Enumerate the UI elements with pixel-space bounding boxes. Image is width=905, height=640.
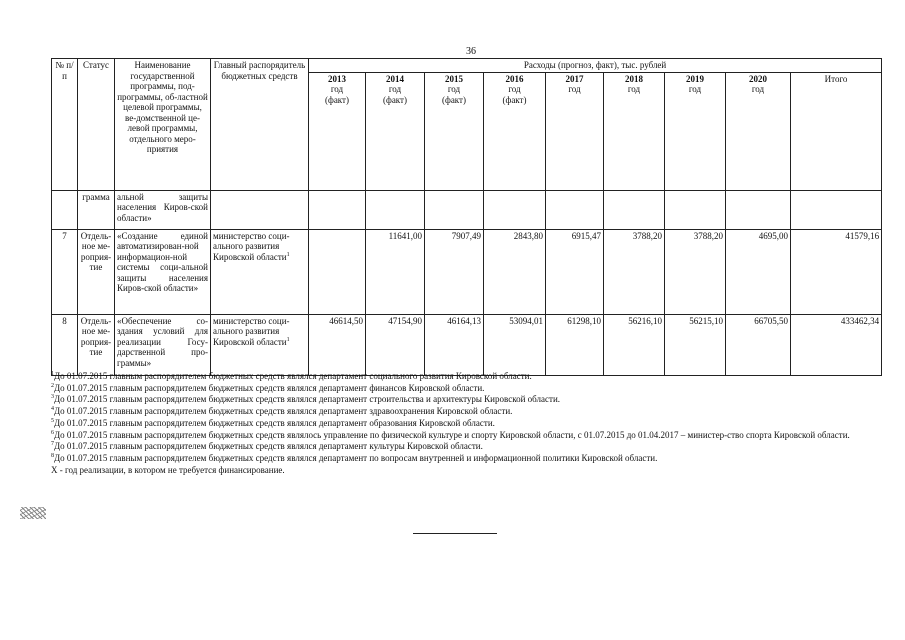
cell-total: 41579,16 <box>791 229 882 314</box>
footnote: $^2$До 01.07.2015 главным распорядителем бюджетных средств являлся департамент финансов Кировской области. <box>51 382 485 393</box>
header-manager: Главный распорядитель бюджетных средств <box>211 59 309 191</box>
footnote: $^4$До 01.07.2015 главным распорядителем бюджетных средств являлся департамент здравоохранения Кировской области. <box>51 406 513 417</box>
cell-value: 2843,80 <box>484 229 546 314</box>
cell-name: «Обеспечение со-здания условий для реализации Госу-дарственной про-граммы» <box>115 314 211 375</box>
cell-value <box>366 190 425 229</box>
footnote: $^8$До 01.07.2015 главным распорядителем бюджетных средств являлся департамент по вопросам внутренней и информационной политики Кировской области. <box>51 452 658 463</box>
cell-value: 46614,50 <box>309 314 366 375</box>
cell-value: 47154,90 <box>366 314 425 375</box>
cell-value <box>546 190 604 229</box>
header-year-2015: 2015 год (факт) <box>425 72 484 190</box>
footnote: $^6$До 01.07.2015 главным распорядителем бюджетных средств являлось управление по физической культуре и спорту Кировской области, с 01.07.2015 до 01.04.2017 – министер-ство спорта Кировской области. <box>51 429 850 440</box>
cell-value: 7907,49 <box>425 229 484 314</box>
cell-value <box>604 190 665 229</box>
cell-value <box>665 190 726 229</box>
header-row-top <box>52 59 882 73</box>
footnote: $^5$До 01.07.2015 главным распорядителем бюджетных средств являлся департамент образования Кировской области. <box>51 417 495 428</box>
cell-name: «Создание единой автоматизирован-ной информацион-ной системы соци-альной защиты населения Киров-ской области» <box>115 229 211 314</box>
header-status: Статус <box>78 59 115 191</box>
cell-value: 56215,10 <box>665 314 726 375</box>
cell-value <box>309 190 366 229</box>
header-year-2017: 2017 год <box>546 72 604 190</box>
cell-value: 46164,13 <box>425 314 484 375</box>
cell-total: 433462,34 <box>791 314 882 375</box>
separator-line <box>413 533 497 534</box>
footnote-ref: 1 <box>286 251 290 258</box>
table-row <box>52 314 882 375</box>
cell-value <box>726 190 791 229</box>
cell-value: 6915,47 <box>546 229 604 314</box>
header-year-2016: 2016 год (факт) <box>484 72 546 190</box>
cell-value: 3788,20 <box>665 229 726 314</box>
cell-value: 61298,10 <box>546 314 604 375</box>
footnote-x: Х - год реализации, в котором не требуется финансирование. <box>51 464 285 475</box>
table-row <box>52 190 882 229</box>
cell-status: грамма <box>78 190 115 229</box>
budget-table <box>51 58 882 376</box>
cell-num: 7 <box>52 229 78 314</box>
page-number: 36 <box>466 46 476 57</box>
cell-value <box>484 190 546 229</box>
cell-value: 11641,00 <box>366 229 425 314</box>
cell-value: 66705,50 <box>726 314 791 375</box>
header-year-2019: 2019 год <box>665 72 726 190</box>
cell-value: 53094,01 <box>484 314 546 375</box>
footnote-ref: 1 <box>286 336 290 343</box>
cell-status: Отдель-ное ме-роприя-тие <box>78 314 115 375</box>
cell-total <box>791 190 882 229</box>
cell-num: 8 <box>52 314 78 375</box>
scan-artifact <box>20 507 46 519</box>
cell-manager <box>211 314 309 375</box>
manager-text: министерство соци-ального развития Кировской области <box>213 230 290 262</box>
footnote: $^1$До 01.07.2015 главным распорядителем бюджетных средств являлся департамент социального развития Кировской области. <box>51 371 532 381</box>
header-expenses: Расходы (прогноз, факт), тыс. рублей <box>309 59 882 73</box>
cell-value: 3788,20 <box>604 229 665 314</box>
cell-value: 4695,00 <box>726 229 791 314</box>
header-year-2020: 2020 год <box>726 72 791 190</box>
footnotes <box>51 371 891 476</box>
cell-num <box>52 190 78 229</box>
cell-value <box>309 229 366 314</box>
cell-value: 56216,10 <box>604 314 665 375</box>
header-year-2013: 2013 год (факт) <box>309 72 366 190</box>
cell-value <box>425 190 484 229</box>
footnote: $^7$До 01.07.2015 главным распорядителем бюджетных средств являлся департамент культуры Кировской области. <box>51 441 483 452</box>
cell-name: альной защиты населения Киров-ской области» <box>115 190 211 229</box>
cell-manager <box>211 229 309 314</box>
cell-status: Отдель-ное ме-роприя-тие <box>78 229 115 314</box>
header-total: Итого <box>791 72 882 190</box>
cell-manager <box>211 190 309 229</box>
table-row <box>52 229 882 314</box>
footnote: $^3$До 01.07.2015 главным распорядителем бюджетных средств являлся департамент строительства и архитектуры Кировской области. <box>51 394 561 405</box>
header-num: № п/п <box>52 59 78 191</box>
header-name: Наименование государственной программы, под-программы, об-ластной целевой программы, ве-домственной це-левой программы, отдельного меро-приятия <box>115 59 211 191</box>
header-year-2014: 2014 год (факт) <box>366 72 425 190</box>
manager-text: министерство соци-ального развития Кировской области <box>213 315 290 347</box>
header-year-2018: 2018 год <box>604 72 665 190</box>
